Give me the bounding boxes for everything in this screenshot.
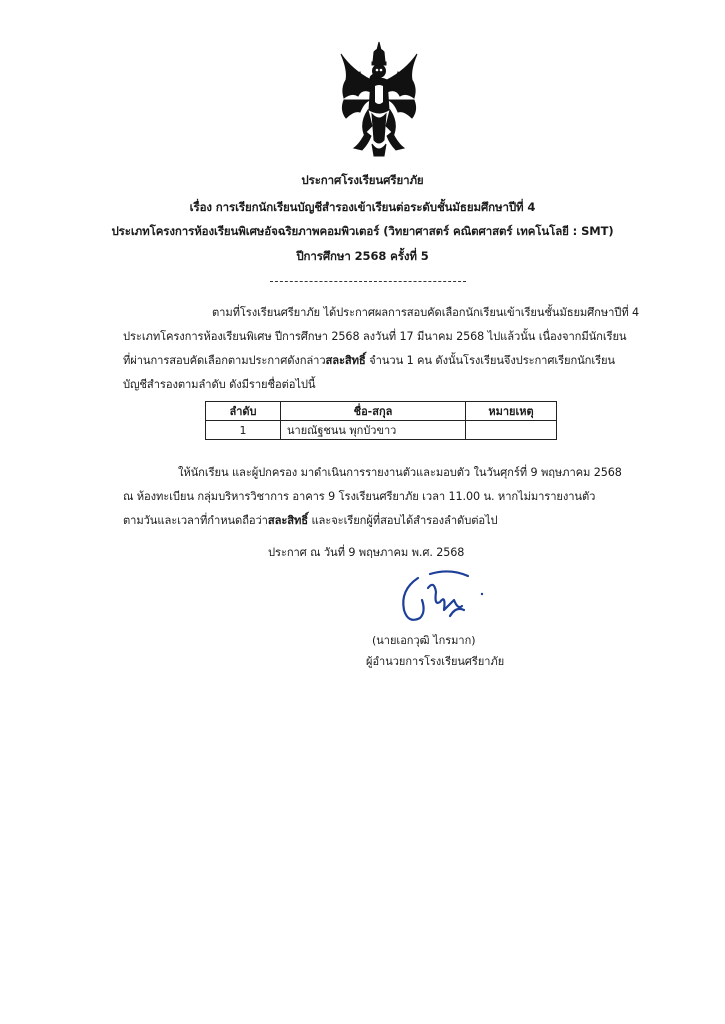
cell-remark	[466, 421, 557, 440]
dashed-separator	[270, 281, 466, 282]
paragraph1-line3-tail: จำนวน 1 คน ดังนั้นโรงเรียนจึงประกาศเรียกนักเรียน	[365, 354, 615, 367]
signatory-name: (นายเอกวุฒิ ไกรมาก)	[372, 634, 476, 647]
signatory-position: ผู้อำนวยการโรงเรียนศรียาภัย	[366, 655, 505, 668]
garuda-emblem	[338, 40, 420, 158]
announcement-subject: เรื่อง การเรียกนักเรียนบัญชีสำรองเข้าเรียนต่อระดับชั้นมัธยมศึกษาปีที่ 4	[189, 200, 536, 214]
forfeit-emphasis: สละสิทธิ์	[325, 354, 366, 367]
announcement-title: ประกาศโรงเรียนศรียาภัย	[301, 173, 424, 187]
paragraph2-line3-text: ตามวันและเวลาที่กำหนดถือว่า	[123, 514, 268, 527]
table-row	[206, 421, 557, 440]
paragraph2-line1: ให้นักเรียน และผู้ปกครอง มาดำเนินการรายงานตัวและมอบตัว ในวันศุกร์ที่ 9 พฤษภาคม 2568	[178, 466, 622, 479]
column-header-remark: หมายเหตุ	[466, 402, 557, 421]
paragraph2-line3-tail: และจะเรียกผู้ที่สอบได้สำรองลำดับต่อไป	[307, 514, 498, 527]
signature	[390, 566, 500, 636]
paragraph1-line3-text: ที่ผ่านการสอบคัดเลือกตามประกาศดังกล่าว	[123, 354, 326, 367]
announcement-year: ปีการศึกษา 2568 ครั้งที่ 5	[296, 249, 429, 263]
announcement-program: ประเภทโครงการห้องเรียนพิเศษอัจฉริยภาพคอมพิวเตอร์ (วิทยาศาสตร์ คณิตศาสตร์ เทคโนโลยี : SMT)	[111, 224, 614, 238]
paragraph2-line3	[123, 511, 498, 529]
paragraph1-line3	[123, 351, 615, 369]
paragraph1-line1: ตามที่โรงเรียนศรียาภัย ได้ประกาศผลการสอบคัดเลือกนักเรียนเข้าเรียนชั้นมัธยมศึกษาปีที่ 4	[212, 306, 640, 319]
table-header-row	[206, 402, 557, 421]
reserve-student-table	[205, 401, 557, 440]
column-header-name: ชื่อ-สกุล	[281, 402, 466, 421]
forfeit-emphasis-2: สละสิทธิ์	[267, 514, 308, 527]
paragraph2-line2: ณ ห้องทะเบียน กลุ่มบริหารวิชาการ อาคาร 9 โรงเรียนศรียาภัย เวลา 11.00 น. หากไม่มารายงานตัว	[123, 490, 596, 503]
paragraph1-line4: บัญชีสำรองตามลำดับ ดังมีรายชื่อต่อไปนี้	[123, 378, 316, 391]
paragraph1-line2: ประเภทโครงการห้องเรียนพิเศษ ปีการศึกษา 2568 ลงวันที่ 17 มีนาคม 2568 ไปแล้วนั้น เนื่องจากมีนักเรียน	[123, 330, 627, 343]
cell-name: นายณัฐชนน พุกบัวขาว	[281, 421, 466, 440]
column-header-order: ลำดับ	[206, 402, 281, 421]
announcement-date: ประกาศ ณ วันที่ 9 พฤษภาคม พ.ศ. 2568	[268, 546, 465, 559]
cell-order: 1	[206, 421, 281, 440]
